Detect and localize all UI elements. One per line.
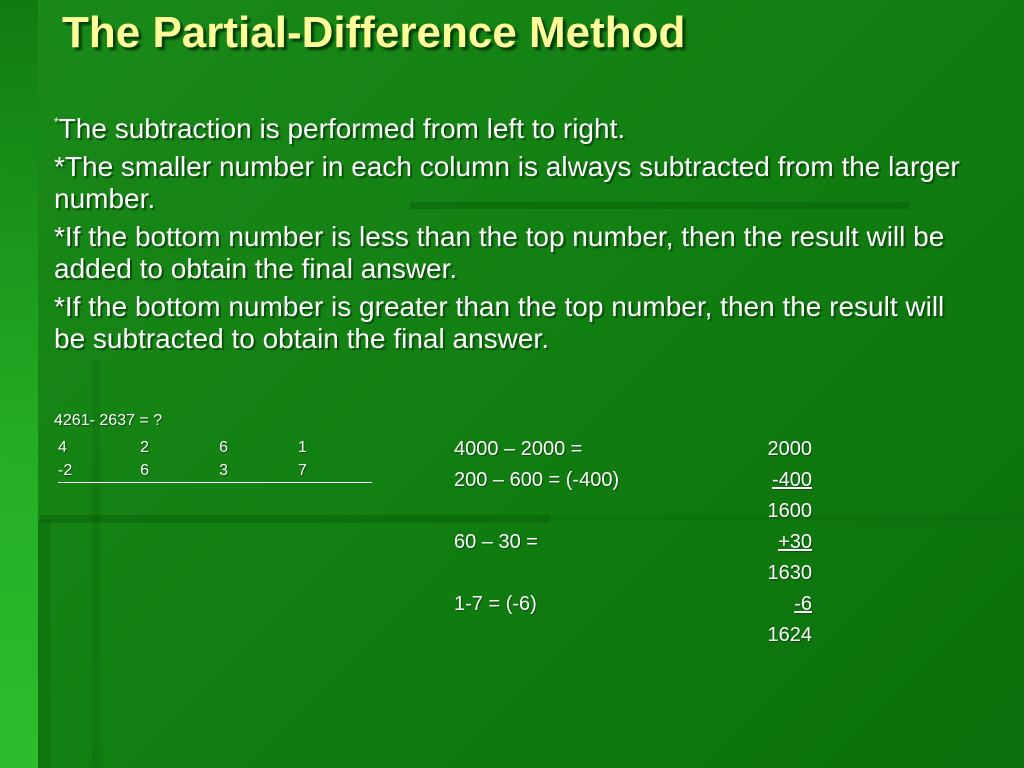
calc-step [454,496,812,527]
bullet-star: * [54,151,65,182]
calc-result: 2000 [767,438,812,460]
digit-cell: -2 [58,462,73,479]
calc-step [454,589,812,620]
calc-expression: 60 – 30 = [454,531,538,553]
calc-result: 1630 [767,562,812,584]
calc-step [454,434,812,465]
calc-step [454,620,812,651]
bullet-list [54,106,974,361]
calc-result: 1600 [767,500,812,522]
calc-step [454,527,812,558]
bullet-text: If the bottom number is less than the top number, then the result will be added to obtain the final answer. [54,221,945,284]
column-grid [58,436,372,483]
calc-result: +30 [778,531,812,553]
digit-cell: 2 [140,439,150,456]
bullet-item [54,291,974,355]
calculation-steps [454,434,812,651]
calc-expression: 1-7 = (-6) [454,593,537,615]
bullet-item [54,221,974,285]
bullet-text: The subtraction is performed from left to right. [58,113,626,144]
calc-result: -6 [794,593,812,615]
digit-cell: 1 [297,439,307,456]
calc-result: 1624 [767,624,812,646]
calc-expression: 4000 – 2000 = [454,438,583,460]
problem-statement: 4261- 2637 = ? [54,412,163,429]
calc-step [454,558,812,589]
digit-cell: 7 [297,462,307,479]
digit-cell: 4 [58,439,67,456]
calc-result: -400 [771,469,812,491]
bullet-star: * [54,291,65,322]
top-digits-row [58,436,372,460]
calc-step [454,465,812,496]
bullet-text: The smaller number in each column is always subtracted from the larger number. [54,151,960,214]
bullet-star: * [54,115,59,129]
decorative-stripe [38,520,50,768]
digit-cell: 6 [140,462,150,479]
slide-title: The Partial-Difference Method [62,8,686,57]
decorative-stripe-left [0,0,38,768]
bottom-digits-row [58,460,372,483]
bullet-item [54,106,974,145]
bullet-item [54,151,974,215]
digit-cell: 6 [219,439,228,456]
calc-expression: 200 – 600 = (-400) [454,469,620,491]
bullet-star: * [54,221,65,252]
digit-cell: 3 [219,462,228,479]
bullet-text: If the bottom number is greater than the top number, then the result will be subtracted to obtain the final answer. [54,291,945,354]
